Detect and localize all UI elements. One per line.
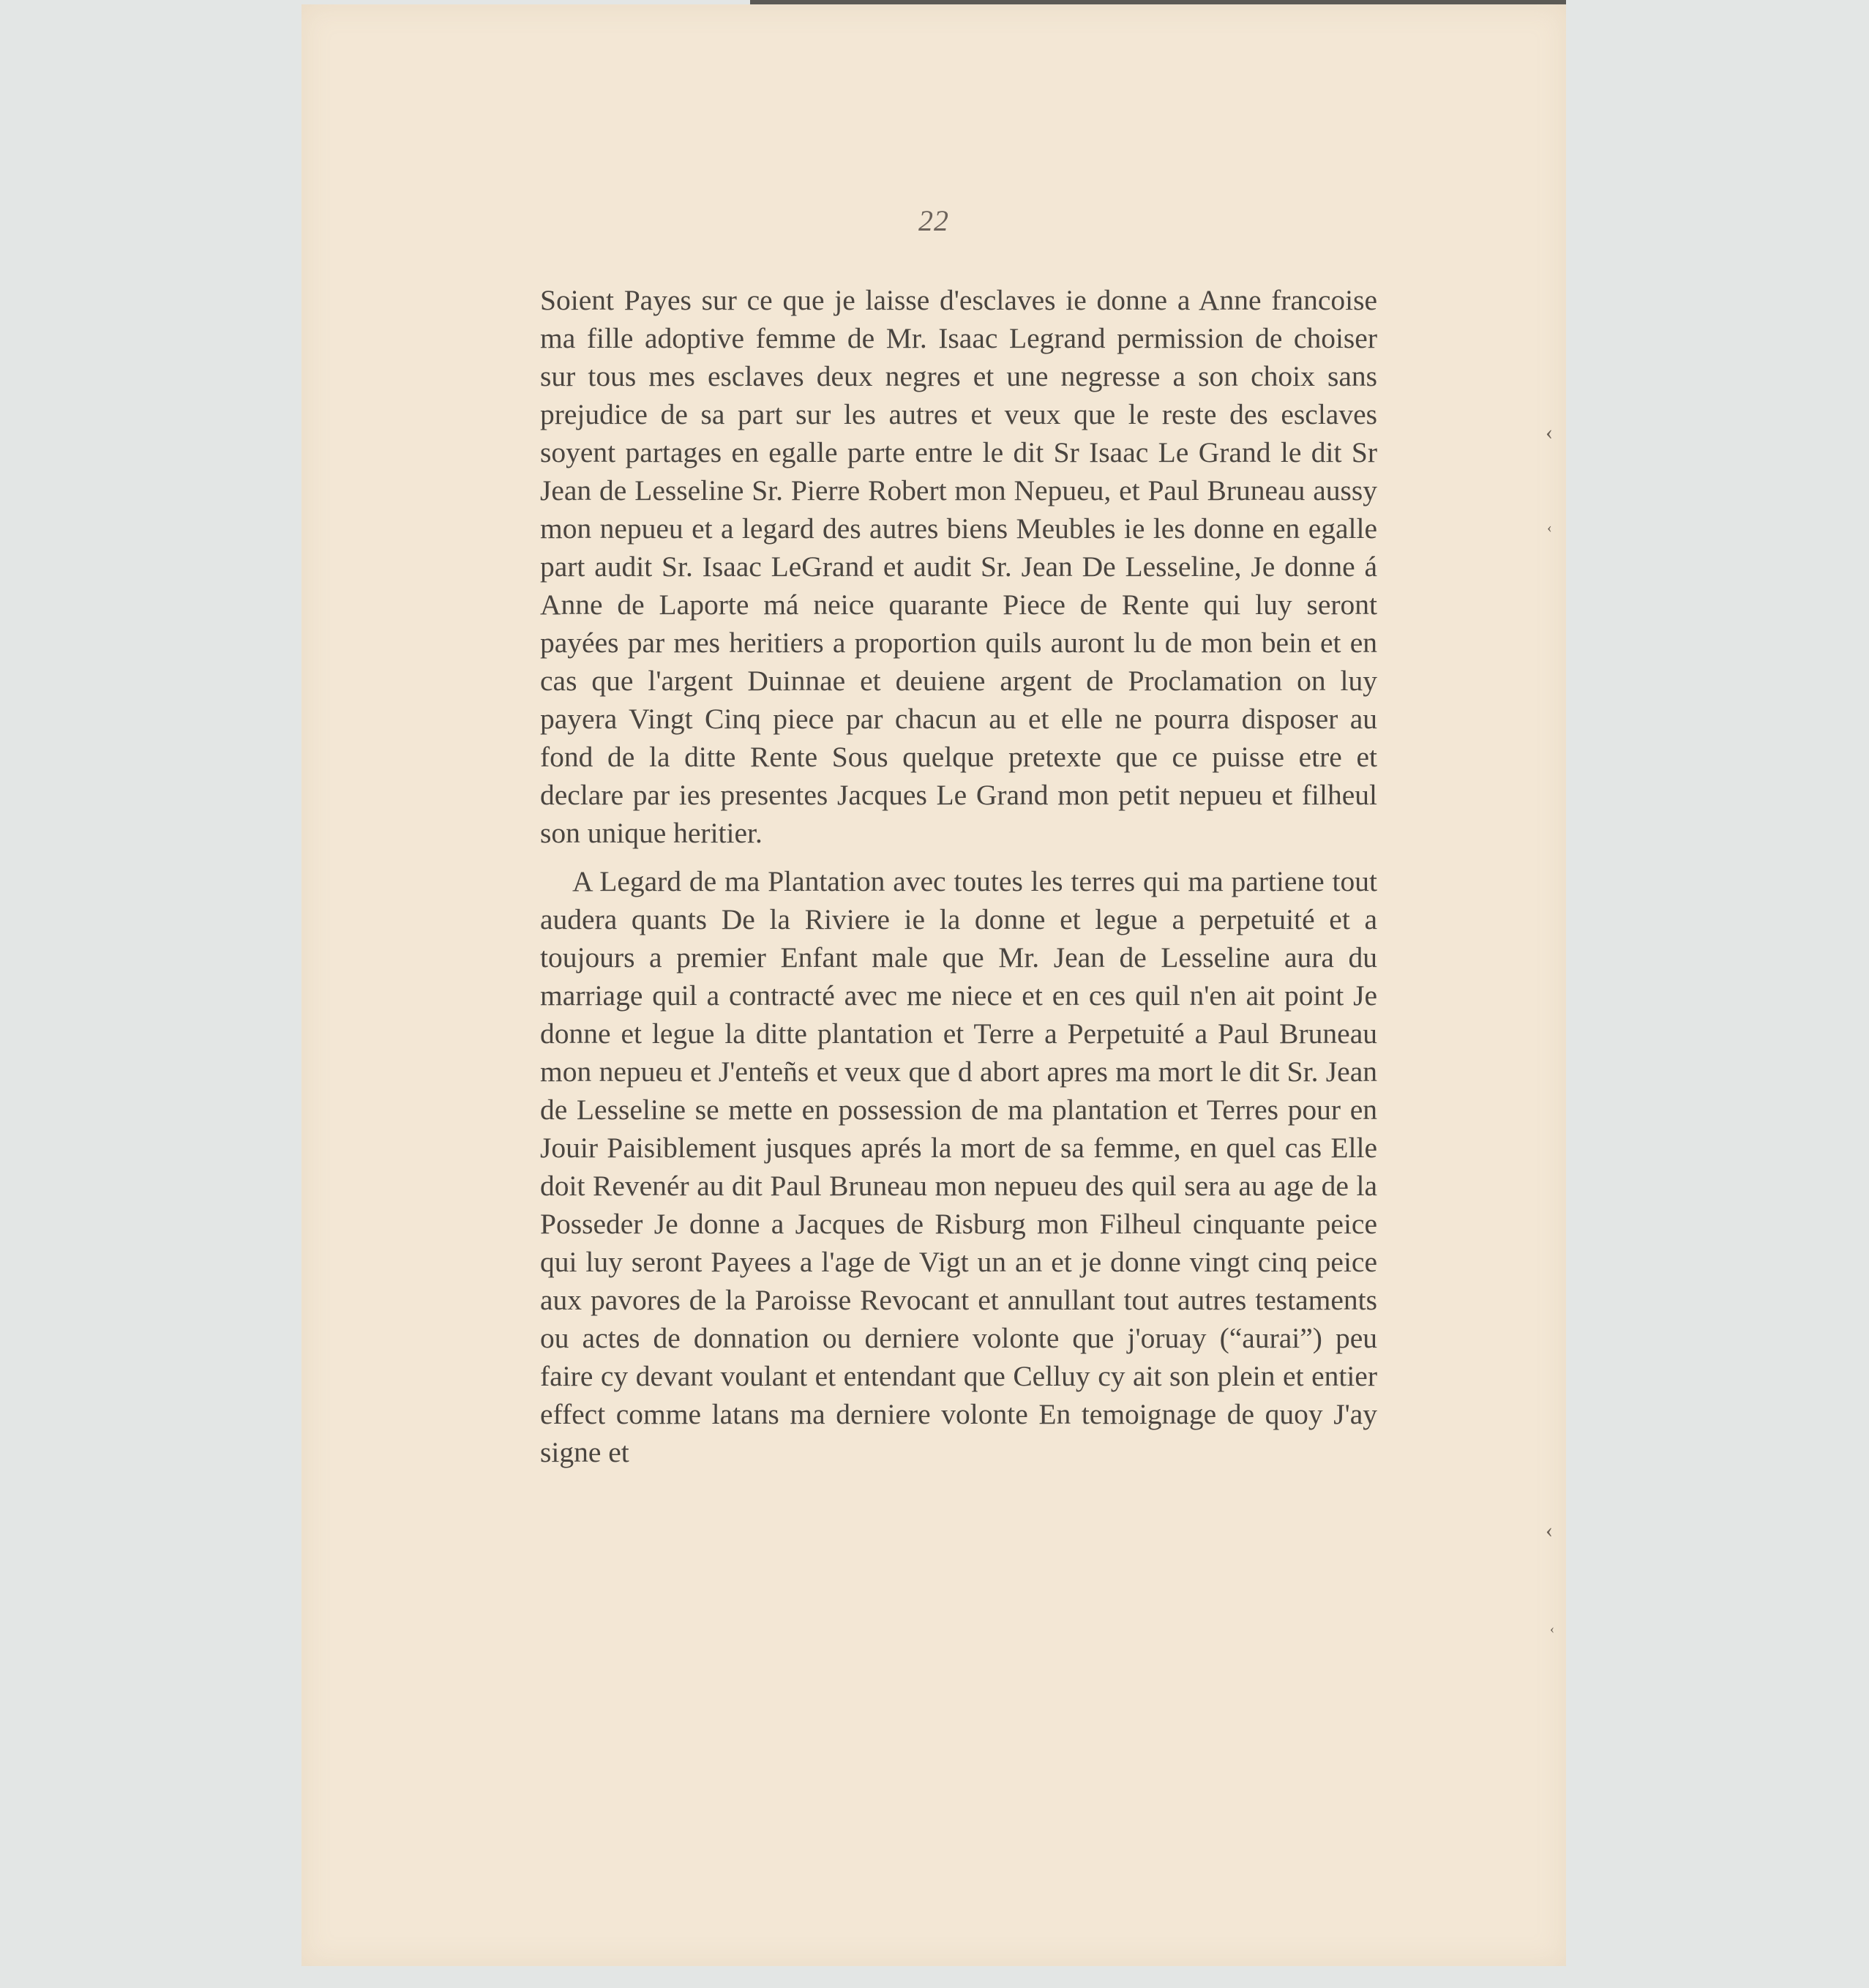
- margin-mark: ‹: [1550, 1621, 1554, 1636]
- margin-mark: ‹: [1547, 520, 1552, 536]
- page-top-edge: [750, 0, 1566, 4]
- margin-mark: ‹: [1546, 420, 1553, 444]
- page-number: 22: [918, 204, 949, 237]
- paragraph: Soient Payes sur ce que je laisse d'esclaves ie donne a Anne francoise ma fille adoptive femme de Mr. Isaac Legrand permission de choiser sur tous mes esclaves deux negres et une negresse a son choix sans prejudice de sa part sur les autres et veux que le reste des esclaves soyent partages en egalle parte entre le dit Sr Isaac Le Grand le dit Sr Jean de Lesseline Sr. Pierre Robert mon Nepueu, et Paul Bruneau aussy mon nepueu et a legard des autres biens Meubles ie les donne en egalle part audit Sr. Isaac LeGrand et audit Sr. Jean De Lesseline, Je donne á Anne de Laporte má neice quarante Piece de Rente qui luy seront payées par mes heritiers a proportion quils auront lu de mon bein et en cas que l'argent Duinnae et deuiene argent de Proclamation on luy payera Vingt Cinq piece par chacun au et elle ne pourra disposer au fond de la ditte Rente Sous quelque pretexte que ce puisse etre et declare par ies presentes Jacques Le Grand mon petit nepueu et filheul son unique heritier.: [540, 284, 1377, 849]
- body-text: [540, 281, 1377, 1471]
- paragraph: A Legard de ma Plantation avec toutes les terres qui ma partiene tout audera quants De la Riviere ie la donne et legue a perpetuité et a toujours a premier Enfant male que Mr. Jean de Lesseline aura du marriage quil a contracté avec me niece et en ces quil n'en ait point Je donne et legue la ditte plantation et Terre a Perpetuité a Paul Bruneau mon nepueu et J'enteñs et veux que d abort apres ma mort le dit Sr. Jean de Lesseline se mette en possession de ma plantation et Terres pour en Jouir Paisiblement jusques aprés la mort de sa femme, en quel cas Elle doit Revenér au dit Paul Bruneau mon nepueu des quil sera au age de la Posseder Je donne a Jacques de Risburg mon Filheul cinquante peice qui luy seront Payees a l'age de Vigt un an et je donne vingt cinq peice aux pavores de la Paroisse Revocant et annullant tout autres testaments ou actes de donnation ou derniere volonte que j'oruay (“aurai”) peu faire cy devant voulant et entendant que Celluy cy ait son plein et entier effect comme latans ma derniere volonte En temoignage de quoy J'ay signe et: [540, 865, 1377, 1468]
- margin-mark: ‹: [1546, 1518, 1553, 1542]
- document-page: [301, 4, 1566, 1966]
